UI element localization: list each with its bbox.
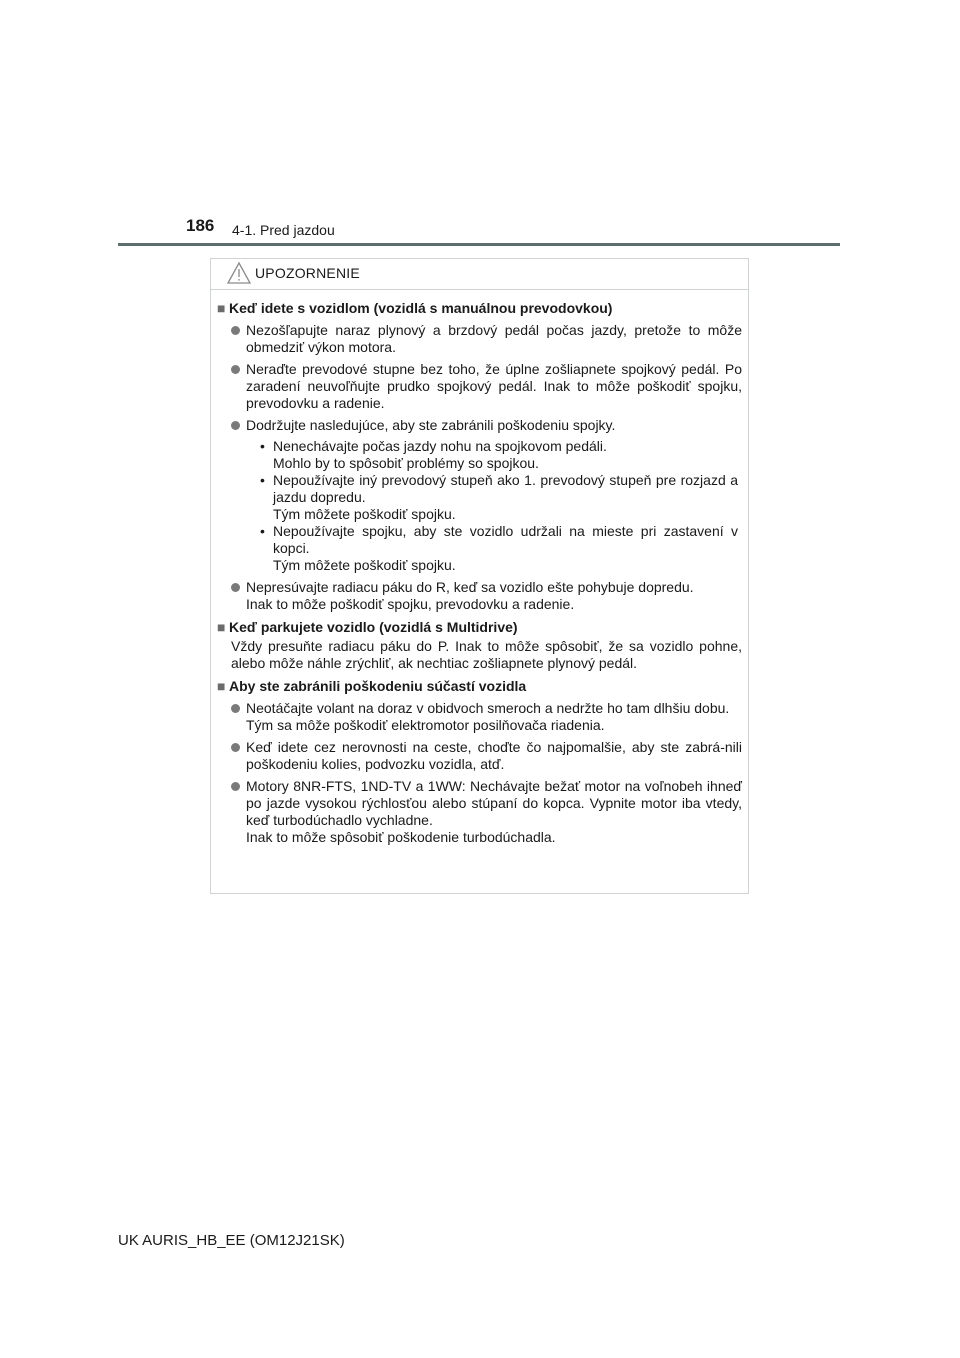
round-bullet-icon	[231, 743, 240, 752]
square-bullet-icon: ■	[217, 619, 226, 635]
round-bullet-icon	[231, 421, 240, 430]
section-heading: ■ Keď idete s vozidlom (vozidlá s manuálnou prevodovkou)	[217, 300, 613, 316]
header-divider	[118, 243, 840, 246]
warning-title: UPOZORNENIE	[255, 265, 360, 281]
section-heading: ■ Aby ste zabránili poškodeniu súčastí vozidla	[217, 678, 527, 694]
section-title: 4-1. Pred jazdou	[232, 222, 335, 238]
list-item: Neraďte prevodové stupne bez toho, že úplne zošliapnete spojkový pedál. Po zaradení neuvoľňujte prudko spojkový pedál. Inak to môže poškodiť spojku, prevodovku a radenie.	[217, 361, 742, 412]
square-bullet-icon: ■	[217, 678, 226, 694]
sub-list-item: • Nepoužívajte iný prevodový stupeň ako 1. prevodový stupeň pre rozjazd a jazdu dopredu. Tým môžete poškodiť spojku.	[260, 472, 738, 522]
warning-section-components	[217, 678, 742, 846]
warning-box	[210, 258, 749, 894]
round-bullet-icon	[231, 365, 240, 374]
list-item: Dodržujte nasledujúce, aby ste zabránili poškodeniu spojky.	[217, 417, 742, 434]
sub-list	[260, 438, 742, 574]
section-text: Vždy presuňte radiacu páku do P. Inak to môže spôsobiť, že sa vozidlo pohne, alebo môže náhle zrýchliť, ak nechtiac zošliapnete plynový pedál.	[231, 638, 742, 671]
section-heading: ■ Keď parkujete vozidlo (vozidlá s Multidrive)	[217, 619, 518, 635]
warning-header	[211, 259, 748, 290]
list-item: Keď idete cez nerovnosti na ceste, choďte čo najpomalšie, aby ste zabrá-nili poškodeniu kolies, podvozku vozidla, atď.	[217, 739, 742, 773]
sub-list-item: • Nepoužívajte spojku, aby ste vozidlo udržali na mieste pri zastavení v kopci. Tým môžete poškodiť spojku.	[260, 523, 738, 573]
warning-triangle-icon	[226, 261, 252, 285]
list-item: Nepresúvajte radiacu páku do R, keď sa vozidlo ešte pohybuje dopredu. Inak to môže poškodiť spojku, prevodovku a radenie.	[217, 579, 742, 613]
list-item: Neotáčajte volant na doraz v obidvoch smeroch a nedržte ho tam dlhšiu dobu. Tým sa môže poškodiť elektromotor posilňovača riadenia.	[217, 700, 742, 734]
footer-model-code: UK AURIS_HB_EE (OM12J21SK)	[118, 1232, 345, 1249]
round-bullet-icon	[231, 782, 240, 791]
warning-section-multidrive	[217, 619, 742, 672]
round-bullet-icon	[231, 583, 240, 592]
square-bullet-icon: ■	[217, 300, 226, 316]
sub-list-item: • Nenechávajte počas jazdy nohu na spojkovom pedáli. Mohlo by to spôsobiť problémy so spojkou.	[260, 438, 607, 471]
list-item: Motory 8NR-FTS, 1ND-TV a 1WW: Nechávajte bežať motor na voľnobeh ihneď po jazde vysokou rýchlosťou alebo stúpaní do kopca. Vypnite motor iba vtedy, keď turbodúchadlo vychladne. Inak to môže spôsobiť poškodenie turbodúchadla.	[217, 778, 742, 846]
list-item: Nezošľapujte naraz plynový a brzdový pedál počas jazdy, pretože to môže obmedziť výkon motora.	[217, 322, 742, 356]
page-number: 186	[186, 216, 215, 235]
page-header	[0, 0, 960, 250]
round-bullet-icon	[231, 326, 240, 335]
warning-body	[211, 290, 748, 846]
round-bullet-icon	[231, 704, 240, 713]
warning-section-manual	[217, 300, 742, 613]
